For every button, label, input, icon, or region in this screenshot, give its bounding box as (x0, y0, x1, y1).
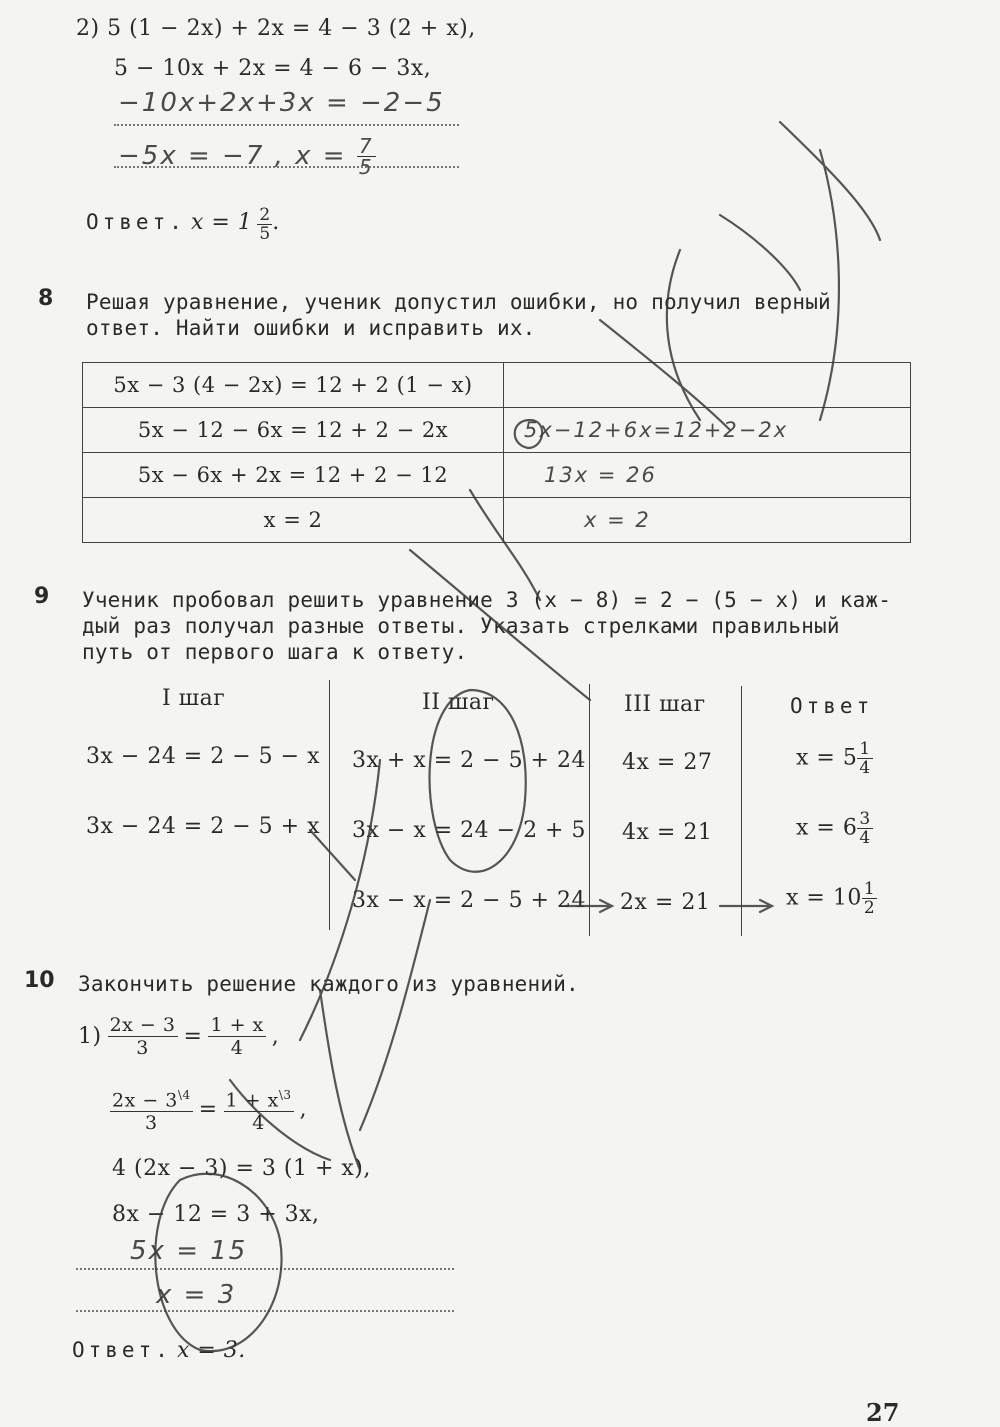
task7-answer: Ответ. x = 1 $\frac{2}{5}$ . (86, 205, 280, 244)
task9-step1-option: 3x − 24 = 2 − 5 − x (86, 744, 320, 769)
table-cell-printed: x = 2 (83, 498, 504, 543)
answer-whole: x = 10 (786, 885, 862, 911)
answer-whole: x = 5 (796, 745, 858, 771)
task9-header-step3: III шаг (624, 692, 706, 717)
answer-value: x = 3. (176, 1338, 246, 1363)
task9-header-answer: Ответ (790, 694, 874, 718)
scribble-stroke (780, 122, 880, 240)
fraction-denominator: 4 (230, 1037, 244, 1059)
fraction-numerator: 1 (859, 739, 871, 759)
task10-line3: 4 (2x − 3) = 3 (1 + x), (112, 1156, 371, 1181)
dotted-line (114, 166, 459, 168)
task8-text-line2: ответ. Найти ошибки и исправить их. (86, 316, 536, 340)
dotted-line (76, 1268, 454, 1270)
fraction-denominator: 5 (259, 224, 271, 244)
task10-equation1: 1) $\frac{2x - 3}{3}$ = $\frac{1 + x}{4}$ , (78, 1014, 280, 1059)
answer-fraction (862, 880, 877, 917)
fraction-denominator: 4 (252, 1112, 265, 1135)
table-row (83, 363, 911, 408)
task8-number: 8 (38, 286, 54, 311)
fraction-numerator: 2 (259, 205, 271, 225)
task9-answer-option (796, 740, 873, 777)
table-cell-handwritten: 5x−12+6x=12+2−2x (504, 408, 911, 453)
task9-step3-option: 2x = 21 (620, 890, 711, 915)
fraction-numerator: 1 + x (210, 1014, 264, 1036)
scribble-stroke (720, 215, 800, 290)
task10-number: 10 (24, 968, 55, 993)
multiplier-mark: \3 (278, 1088, 292, 1102)
fraction-numerator: 2x − 3 (109, 1014, 176, 1036)
fraction-numerator: 3 (859, 809, 871, 829)
fraction-denominator: 3 (136, 1037, 149, 1059)
task8-table (82, 362, 911, 543)
column-divider (329, 680, 330, 930)
table-cell-printed: 5x − 3 (4 − 2x) = 12 + 2 (1 − x) (83, 363, 504, 408)
fraction-numerator: $2x - 3^{\backslash 4}$ (110, 1084, 193, 1112)
fraction-denominator: 2 (863, 898, 876, 918)
task9-step3-option: 4x = 27 (622, 750, 713, 775)
task9-step2-option: 3x − x = 2 − 5 + 24 (352, 888, 586, 913)
scribble-stroke (360, 900, 430, 1130)
table-cell-printed: 5x − 6x + 2x = 12 + 2 − 12 (83, 453, 504, 498)
task10-equation2: $\frac{2x - 3^{\backslash 4}}{3}$ = $\frac{1 + x^{\backslash 3}}{4}$ , (110, 1084, 307, 1134)
task7-handwritten-line2 (118, 136, 376, 177)
task10-handwritten-line2: x = 3 (156, 1280, 237, 1310)
answer-value: x = 1 (190, 210, 253, 235)
column-divider (589, 684, 590, 936)
task7-line2: 5 − 10x + 2x = 4 − 6 − 3x, (114, 56, 432, 81)
task9-step1-option: 3x − 24 = 2 − 5 + x (86, 814, 320, 839)
task10-line4: 8x − 12 = 3 + 3x, (112, 1202, 320, 1227)
fraction-denominator: 5 (358, 155, 374, 179)
answer-fraction (857, 740, 872, 777)
arrow-stroke (720, 900, 772, 912)
fraction-numerator: $1 + x^{\backslash 3}$ (224, 1084, 294, 1112)
column-divider (741, 686, 742, 936)
equation-lhs-fraction (110, 1084, 193, 1134)
task9-text-line3: путь от первого шага к ответу. (82, 640, 468, 664)
task7-handwritten-fraction (357, 136, 376, 177)
table-cell-handwritten (504, 363, 911, 408)
table-cell-handwritten: 13x = 26 (504, 453, 911, 498)
task9-step3-option: 4x = 21 (622, 820, 713, 845)
fraction-denominator: 4 (859, 758, 871, 778)
task10-handwritten-line1: 5x = 15 (130, 1236, 248, 1266)
table-row (83, 453, 911, 498)
item-label: 1) (78, 1024, 102, 1049)
task10-answer (72, 1338, 246, 1363)
task9-answer-option (796, 810, 873, 847)
answer-fraction (257, 206, 272, 243)
multiplier-mark: \4 (177, 1088, 191, 1102)
task9-header-step2: II шаг (422, 690, 495, 715)
fraction-numerator: 1 (863, 879, 876, 899)
scribble-stroke (320, 990, 360, 1170)
fraction-numerator: 7 (358, 134, 374, 158)
task7-line1: 2) 5 (1 − 2x) + 2x = 4 − 3 (2 + x), (76, 16, 476, 41)
answer-whole: x = 6 (796, 815, 858, 841)
dotted-line (114, 124, 459, 126)
task9-number: 9 (34, 584, 50, 609)
answer-label: Ответ. (72, 1338, 172, 1362)
answer-label: Ответ. (86, 210, 186, 234)
task9-header-step1: I шаг (162, 686, 226, 711)
task9-step2-option: 3x − x = 24 − 2 + 5 (352, 818, 586, 843)
task8-text-line1: Решая уравнение, ученик допустил ошибки, но получил верный (86, 290, 831, 314)
table-cell-handwritten: x = 2 (504, 498, 911, 543)
table-row (83, 498, 911, 543)
task10-text: Закончить решение каждого из уравнений. (78, 972, 579, 996)
table-cell-printed: 5x − 12 − 6x = 12 + 2 − 2x (83, 408, 504, 453)
equation-lhs-fraction (108, 1014, 178, 1059)
task7-handwritten-eq: −5x = −7 , x = (118, 141, 347, 171)
task9-answer-option (786, 880, 877, 917)
task9-text-line2: дый раз получал разные ответы. Указать стрелками правильный (82, 614, 840, 638)
dotted-line (76, 1310, 454, 1312)
equation-rhs-fraction (224, 1084, 294, 1134)
page-number: 27 (866, 1398, 900, 1427)
task9-step2-option: 3x + x = 2 − 5 + 24 (352, 748, 586, 773)
table-row (83, 408, 911, 453)
equation-rhs-fraction (208, 1014, 265, 1059)
task7-handwritten-line1: −10x+2x+3x = −2−5 (118, 88, 445, 118)
scribble-ellipse (430, 690, 526, 872)
fraction-denominator: 3 (145, 1112, 158, 1135)
fraction-denominator: 4 (859, 828, 871, 848)
answer-fraction (857, 810, 872, 847)
task9-text-line1: Ученик пробовал решить уравнение 3 (x − 8) = 2 − (5 − x) и каж- (82, 588, 892, 612)
